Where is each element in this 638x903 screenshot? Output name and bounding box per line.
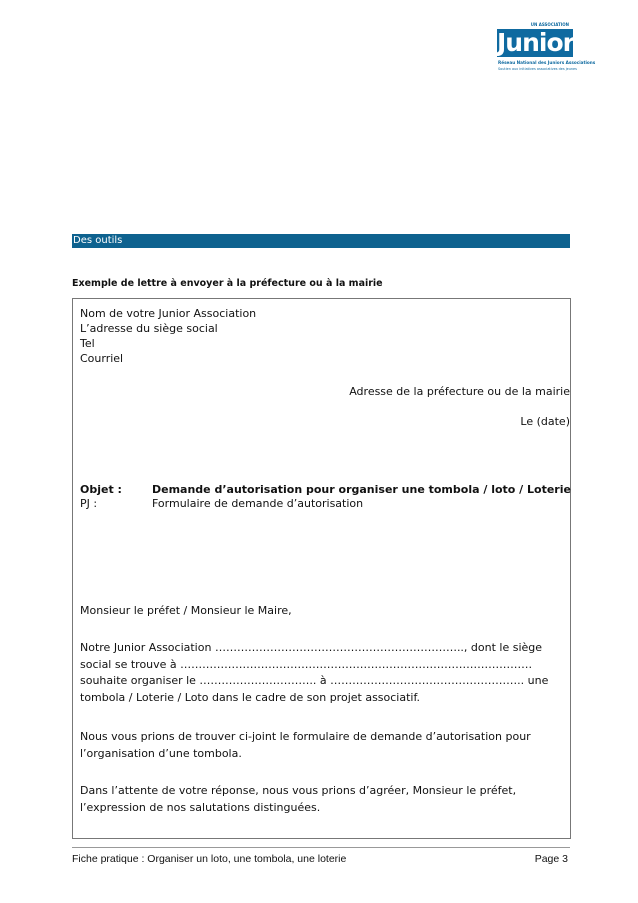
sender-address: L’adresse du siège social bbox=[80, 322, 218, 335]
letter-example-title: Exemple de lettre à envoyer à la préfecture ou à la mairie bbox=[72, 278, 383, 289]
footer-divider bbox=[72, 847, 570, 848]
pj-value: Formulaire de demande d’autorisation bbox=[152, 497, 364, 510]
sender-tel: Tel bbox=[80, 337, 95, 350]
paragraph-attachment: Nous vous prions de trouver ci-joint le formulaire de demande d’autorisation pour l’organisation d’une tombola. bbox=[80, 730, 531, 760]
logo-top-text: UN ASSOCIATION bbox=[530, 22, 569, 27]
pj-label: PJ : bbox=[80, 497, 98, 510]
letter-box bbox=[72, 298, 571, 839]
footer-title: Fiche pratique : Organiser un loto, une tombola, une loterie bbox=[72, 853, 347, 865]
section-header: Des outils bbox=[72, 234, 570, 248]
junior-association-logo bbox=[497, 22, 596, 84]
salutation: Monsieur le préfet / Monsieur le Maire, bbox=[80, 604, 292, 617]
page-number: Page 3 bbox=[534, 853, 568, 865]
logo-subtitle: Réseau National des Juniors Associations bbox=[498, 60, 596, 65]
recipient-address: Adresse de la préfecture ou de la mairie bbox=[349, 385, 570, 398]
objet-label: Objet : bbox=[80, 483, 122, 496]
logo-tagline: Soutien aux initiatives associatives des jeunes bbox=[498, 67, 577, 71]
logo-wordmark: Junior bbox=[497, 28, 574, 57]
letter-date: Le (date) bbox=[520, 415, 570, 428]
paragraph-closing: Dans l’attente de votre réponse, nous vous prions d’agréer, Monsieur le préfet, l’expression de nos salutations distinguées. bbox=[80, 784, 517, 814]
sender-email: Courriel bbox=[80, 352, 124, 365]
objet-value: Demande d’autorisation pour organiser une tombola / loto / Loterie bbox=[152, 483, 571, 496]
paragraph-request: Notre Junior Association ………………………………………………………….., dont le siège social se trouve à …………………………………………………………………………………… souhaite organiser le ………………………….. à …………………………………………….. une tombola / Loterie / Loto dans le cadre de son projet associatif. bbox=[80, 641, 549, 704]
sender-name: Nom de votre Junior Association bbox=[80, 307, 257, 320]
